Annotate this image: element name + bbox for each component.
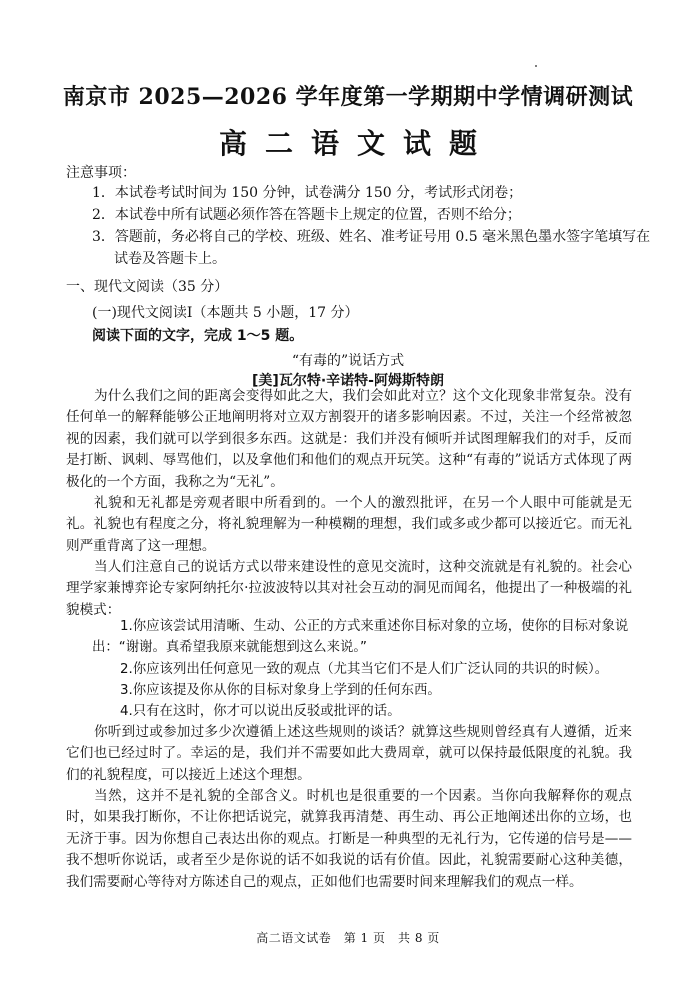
reading-instruction: 阅读下面的文字，完成 1～5 题。: [92, 328, 304, 344]
section-title: 一、现代文阅读（35 分）: [66, 279, 229, 295]
article-title: “有毒的”说话方式: [291, 353, 405, 369]
notice-heading: 注意事项：: [66, 165, 136, 181]
article-paragraph: 礼貌和无礼都是旁观者眼中所看到的。一个人的激烈批评，在另一个人眼中可能就是无礼。礼貌也有程度之分，将礼貌理解为一种模糊的理想，我们或多或少都可以接近它。而无礼则严重背离了这一理想。: [66, 495, 632, 554]
article-paragraph: 为什么我们之间的距离会变得如此之大，我们会如此对立？这个文化现象非常复杂。没有任何单一的解释能够公正地阐明将对立双方割裂开的诸多影响因素。不过，关注一个经常被忽视的因素，我们就可以学到很多东西。这就是：我们并没有倾听并试图理解我们的对手，反而是打断、讽刺、辱骂他们，以及拿他们和他们的观点开玩笑。这种“有毒的”说话方式体现了两极化的一个方面，我称之为“无礼”。: [66, 388, 632, 490]
politeness-rule: 3.你应该提及你从你的目标对象身上学到的任何东西。: [120, 683, 441, 698]
notice-item-1: 1．本试卷考试时间为 150 分钟，试卷满分 150 分，考试形式闭卷；: [92, 185, 523, 201]
article-paragraph: 当然，这并不是礼貌的全部含义。时机也是很重要的一个因素。当你向我解释你的观点时，如果我打断你，不让你把话说完，就算我再清楚、再生动、再公正地阐述出你的立场，也无济于事。因为你想自己表达出你的观点。打断是一种典型的无礼行为，它传递的信号是——我不想听你说话，或者至少是你说的话不如我说的话有价值。因此，礼貌需要耐心这种美德，我们需要耐心等待对方陈述自己的观点，正如他们也需要时间来理解我们的观点一样。: [66, 788, 632, 890]
subject-title: 高二语文试题: [218, 127, 495, 160]
article-paragraph: 当人们注意自己的说话方式以带来建设性的意见交流时，这种交流就是有礼貌的。社会心理学家兼博弈论专家阿纳托尔·拉波波特以其对社会互动的洞见而闻名，他提出了一种极端的礼貌模式：: [66, 559, 632, 618]
page-footer: 高二语文试卷 第 1 页 共 8 页: [256, 931, 440, 945]
article-paragraph: 你听到过或参加过多少次遵循上述这些规则的谈话？就算这些规则曾经真有人遵循，近来它们也已经过时了。幸运的是，我们并不需要如此大费周章，就可以保持最低限度的礼貌。我们的礼貌程度，可以接近上述这个理想。: [66, 724, 632, 783]
subsection-title: (一)现代文阅读Ⅰ（本题共 5 小题，17 分）: [92, 305, 359, 321]
politeness-rule: 2.你应该列出任何意见一致的观点（尤其当它们不是人们广泛认同的共识的时候）。: [120, 662, 609, 677]
scan-dot: [535, 65, 537, 67]
politeness-rule: 4.只有在这时，你才可以说出反驳或批评的话。: [120, 704, 401, 719]
notice-item-2: 2．本试卷中所有试题必须作答在答题卡上规定的位置，否则不给分；: [92, 207, 521, 223]
exam-title: 南京市 2025—2026 学年度第一学期期中学情调研测试: [62, 84, 634, 110]
notice-item-3: 3．答题前，务必将自己的学校、班级、姓名、准考证号用 0.5 毫米黑色墨水签字笔填写在试卷及答题卡上。: [92, 229, 651, 267]
politeness-rule: 1.你应该尝试用清晰、生动、公正的方式来重述你目标对象的立场，使你的目标对象说出：“谢谢。真希望我原来就能想到这么来说。”: [92, 619, 629, 656]
article-author: [美]瓦尔特·辛诺特-阿姆斯特朗: [252, 373, 444, 389]
